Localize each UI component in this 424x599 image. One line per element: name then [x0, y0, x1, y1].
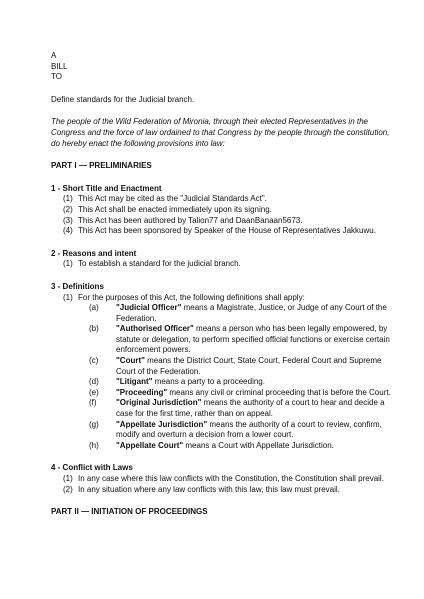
- clause-number: (1): [63, 194, 73, 204]
- definition-letter: (a): [89, 303, 99, 313]
- preamble: The people of the Wild Federation of Mironia, through their elected Representatives in the Congress and the force of law ordained to that Congress by the people through the constitution, do hereby enact the following provisions into law:: [51, 117, 390, 148]
- clause-number: (2): [63, 204, 73, 214]
- definition-item: [51, 388, 394, 399]
- section-2: [51, 249, 394, 270]
- clause: [51, 259, 394, 270]
- clause-number: (1): [63, 292, 73, 302]
- definition-letter: (h): [89, 440, 99, 450]
- clause-number: (4): [63, 226, 73, 236]
- section-1: [51, 184, 394, 237]
- clause-text: In any situation where any law conflicts with this law, this law must prevail.: [78, 484, 340, 494]
- bill-header: [51, 51, 394, 83]
- clause-text: This Act shall be enacted immediately upon its signing.: [78, 204, 272, 214]
- section-title: 1 - Short Title and Enactment: [51, 183, 162, 193]
- definition-term: "Court": [116, 356, 145, 366]
- clause: [51, 226, 394, 237]
- clause-text: For the purposes of this Act, the following definitions shall apply:: [78, 292, 305, 302]
- definition-text: means the authority of a court to review, confirm, modify and overturn a decision from a lower court.: [116, 419, 382, 440]
- definition-item: [51, 398, 394, 419]
- definition-item: [51, 441, 394, 452]
- definition-term: "Appellate Court": [116, 440, 184, 450]
- clause: [51, 194, 394, 205]
- clause-number: (1): [63, 259, 73, 269]
- bill-purpose: Define standards for the Judicial branch.: [51, 94, 195, 104]
- definition-letter: (f): [89, 398, 97, 408]
- definition-item: [51, 356, 394, 377]
- clause-text: In any case where this law conflicts with the Constitution, the Constitution shall prevail.: [78, 474, 384, 483]
- bill-header-line: A: [51, 51, 57, 60]
- definition-item: [51, 303, 394, 324]
- section-title: 2 - Reasons and intent: [51, 248, 137, 258]
- definition-text: means a person who has been legally empowered, by statute or delegation, to perform specified official functions or exercise certain enforcement powers.: [116, 324, 390, 355]
- bill-header-line: BILL: [51, 61, 68, 71]
- definition-letter: (c): [89, 356, 99, 366]
- definition-term: "Litigant": [116, 377, 153, 387]
- definition-item: [51, 377, 394, 388]
- definition-text: means a party to a proceeding.: [152, 377, 265, 387]
- part-title: PART I — PRELIMINARIES: [51, 161, 152, 171]
- clause-text: This Act may be cited as the "Judicial Standards Act".: [78, 194, 267, 204]
- section-title: 4 - Conflict with Laws: [51, 463, 133, 473]
- definition-letter: (d): [89, 377, 99, 387]
- definition-item: [51, 420, 394, 441]
- section-title: 3 - Definitions: [51, 281, 104, 291]
- definition-text: means any civil or criminal proceeding that is before the Court.: [167, 387, 391, 397]
- clause: [51, 205, 394, 216]
- definition-term: "Proceeding": [116, 387, 168, 397]
- clause-number: (3): [63, 215, 73, 225]
- definition-letter: (b): [89, 324, 99, 334]
- clause: [51, 474, 394, 485]
- clause-text: This Act has been sponsored by Speaker of the House of Representatives Jakkuwu.: [78, 226, 376, 236]
- definition-term: "Judicial Officer": [116, 303, 182, 313]
- definition-term: "Original Jurisdiction": [116, 398, 202, 408]
- definition-letter: (e): [89, 387, 99, 397]
- part-title: PART II — INITIATION OF PROCEEDINGS: [51, 507, 208, 517]
- clause-number: (1): [63, 474, 73, 483]
- clause: [51, 485, 394, 496]
- definition-letter: (g): [89, 419, 99, 429]
- definition-text: means a Magistrate, Justice, or Judge of any Court of the Federation.: [116, 303, 387, 323]
- bill-header-line: TO: [51, 72, 62, 82]
- definition-text: means a Court with Appellate Jurisdiction.: [183, 440, 334, 450]
- definition-text: means the District Court, State Court, Federal Court and Supreme Court of the Federation.: [116, 356, 382, 376]
- clause: [51, 293, 394, 304]
- definition-term: "Authorised Officer": [116, 324, 194, 334]
- definition-item: [51, 324, 394, 356]
- section-3: [51, 282, 394, 452]
- clause-text: To establish a standard for the judicial branch.: [78, 259, 241, 269]
- definition-text: means the authority of a court to hear and decide a case for the first time, rather than on appeal.: [116, 398, 385, 419]
- clause-text: This Act has been authored by Talion77 and DaanBanaan5673.: [78, 215, 303, 225]
- clause: [51, 216, 394, 227]
- definition-term: "Appellate Jurisdiction": [116, 419, 208, 429]
- clause-number: (2): [63, 484, 73, 494]
- section-4: [51, 463, 394, 495]
